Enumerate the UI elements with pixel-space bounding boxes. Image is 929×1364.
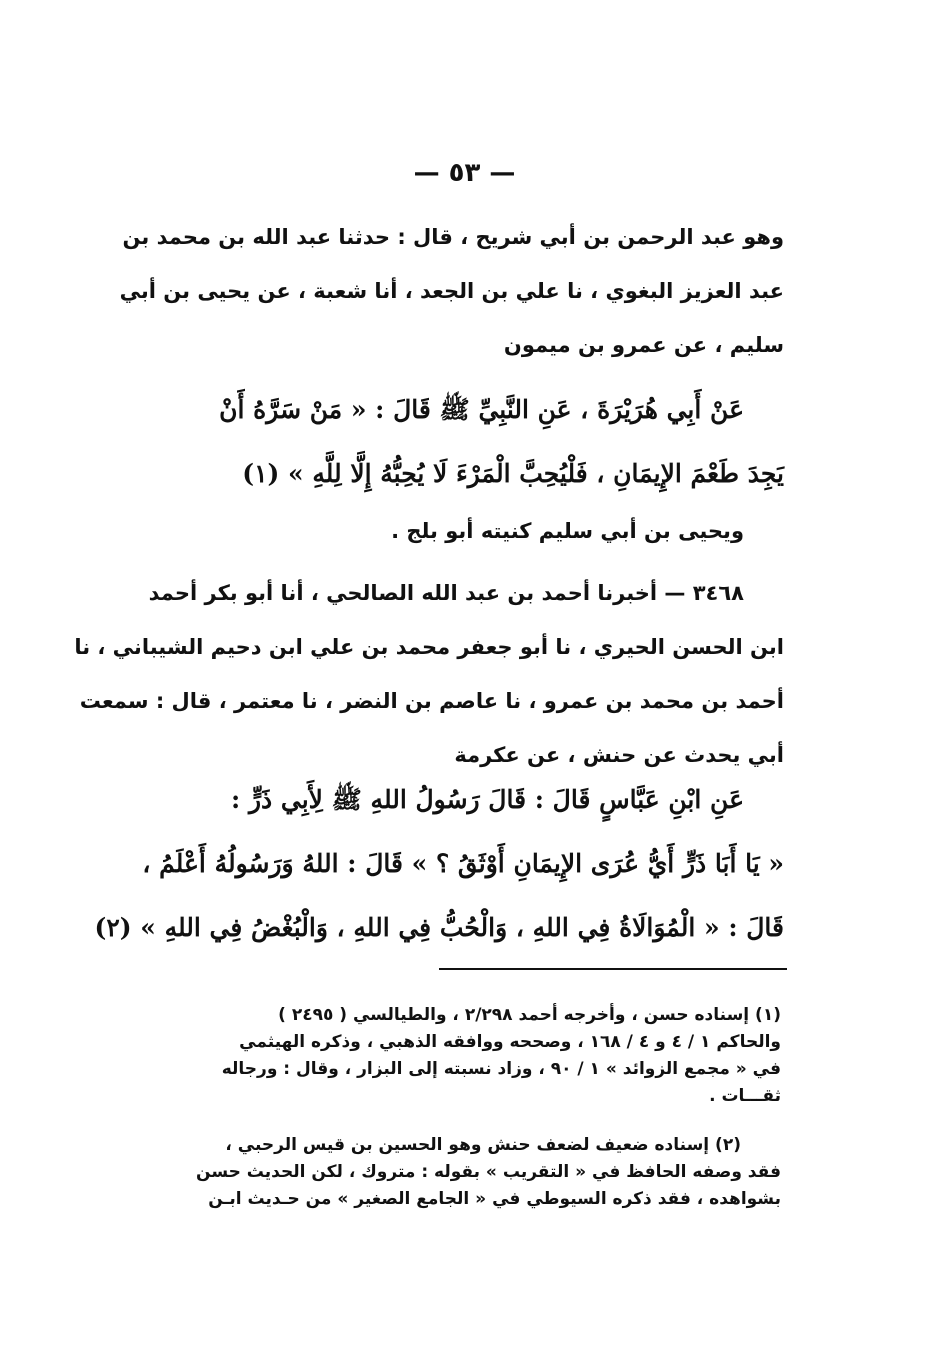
hadith-line: عَنْ أَبِي هُرَيْرَةَ ، عَنِ النَّبِيِّ ﷺ قَالَ : « مَنْ سَرَّهُ أَنْ [219, 395, 744, 424]
isnad-paragraph-1 [119, 210, 784, 372]
footnote-line: في « مجمع الزوائد » ١ / ٩٠ ، وزاد نسبته إلى البزار ، وقال : ورجاله [221, 1059, 781, 1079]
text-line: أبي يحدث عن حنش ، عن عكرمة [454, 743, 784, 767]
text-line: ابن الحسن الحيري ، نا أبو جعفر محمد بن علي ابن دحيم الشيباني ، نا [74, 635, 784, 659]
text-line: وهو عبد الرحمن بن أبي شريح ، قال : حدثنا عبد الله بن محمد بن [122, 225, 784, 249]
footnote-line: ثقـــات . [709, 1086, 781, 1106]
footnote-line: (٢) إسناده ضعيف لضعف حنش وهو الحسين بن قيس الرحبي ، [225, 1135, 741, 1155]
hadith-line: « يَا أَبَا ذَرٍّ أَيُّ عُرَى الإِيمَانِ أَوْثَقُ ؟ » قَالَ : اللهُ وَرَسُولُهُ أَعْلَمُ ، [142, 849, 784, 878]
text-line: ويحيى بن أبي سليم كنيته أبو بلج . [391, 519, 744, 543]
text-line: أحمد بن محمد بن عمرو ، نا عاصم بن النضر ، نا معتمر ، قال : سمعت [79, 689, 784, 713]
footnote-line: (١) إسناده حسن ، وأخرجه أحمد ٢/٢٩٨ ، والطيالسي ( ٢٤٩٥ ) [278, 1005, 781, 1025]
hadith-text-1 [134, 378, 784, 506]
text-line: سليم ، عن عمرو بن ميمون [503, 333, 784, 357]
text-line: عبد العزيز البغوي ، نا علي بن الجعد ، أنا شعبة ، عن يحيى بن أبي [119, 279, 784, 303]
hadith-line: قَالَ : « الْمُوَالَاةُ فِي اللهِ ، وَالْحُبُّ فِي اللهِ ، وَالْبُغْضُ فِي اللهِ » (٢) [94, 913, 784, 942]
isnad-paragraph-2 [74, 566, 784, 782]
footnote-1 [141, 1002, 781, 1110]
footnote-2 [141, 1132, 781, 1213]
hadith-line: يَجِدَ طَعْمَ الإِيمَانِ ، فَلْيُحِبَّ الْمَرْءَ لَا يُحِبُّهُ إِلَّا لِلَّهِ » (١) [242, 459, 784, 488]
hadith-line: عَنِ ابْنِ عَبَّاسٍ قَالَ : قَالَ رَسُولُ اللهِ ﷺ لِأَبِي ذَرٍّ : [231, 785, 744, 814]
footnote-line: بشواهده ، فقد ذكره السيوطي في « الجامع الصغير » من حـديث ابـن [208, 1189, 781, 1209]
footnote-line: فقد وصفه الحافظ في « التقريب » بقوله : متروك ، لكن الحديث حسن [196, 1162, 781, 1182]
hadith-text-2 [94, 768, 784, 960]
page-number: — ٥٣ — [413, 158, 516, 188]
footnote-line: والحاكم ١ / ٤ و ٤ / ١٦٨ ، وصححه ووافقه الذهبي ، وذكره الهيثمي [239, 1032, 781, 1052]
footnote-divider [439, 968, 787, 970]
text-line: ٣٤٦٨ — أخبرنا أحمد بن عبد الله الصالحي ، أنا أبو بكر أحمد [148, 581, 744, 605]
narrator-note [134, 504, 784, 558]
